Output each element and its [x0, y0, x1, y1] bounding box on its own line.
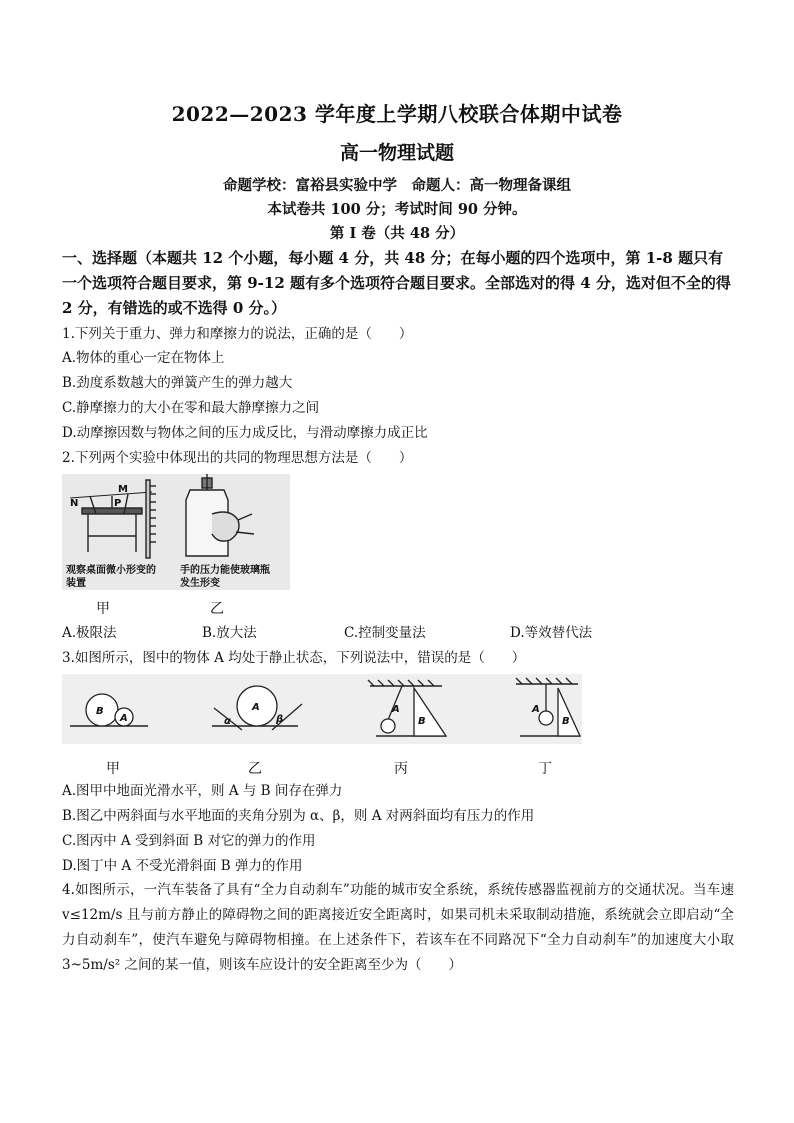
q2-label-yi: 乙: [210, 601, 224, 617]
section-instructions: 一、选择题（本题共 12 个小题，每小题 4 分，共 48 分；在每小题的四个选项中，第 1-8 题只有一个选项符合题目要求，第 9-12 题有多个选项符合题目要求。全部选对的得 4 分，选对但不全的得 2 分，有错选的或不选得 0 分。）: [62, 249, 731, 317]
q2-fig-b-caption: 手的压力能使玻璃瓶发生形变: [180, 565, 270, 589]
question-3-option-a: A.图甲中地面光滑水平，则 A 与 B 间存在弹力: [62, 783, 343, 799]
q3-bing-letter-a: A: [392, 704, 400, 715]
question-1-option-d: D.动摩擦因数与物体之间的压力成反比，与滑动摩擦力成正比: [62, 425, 428, 441]
q2-letter-p: P: [114, 498, 122, 509]
question-2-stem: 2.下列两个实验中体现出的共同的物理思想方法是（ ）: [62, 450, 413, 466]
q3-label-jia: 甲: [106, 761, 120, 777]
q2-letter-m: M: [118, 484, 128, 495]
question-3-figure: [62, 674, 582, 744]
question-1-option-b: B.劲度系数越大的弹簧产生的弹力越大: [62, 375, 293, 391]
q3-yi-alpha: α: [224, 716, 231, 727]
question-3-option-b: B.图乙中两斜面与水平地面的夹角分别为 α、β，则 A 对两斜面均有压力的作用: [62, 808, 535, 824]
question-1-option-a: A.物体的重心一定在物体上: [62, 350, 225, 366]
question-2-option-a: A.极限法: [62, 625, 117, 641]
exam-info: 本试卷共 100 分；考试时间 90 分钟。: [267, 201, 527, 218]
q3-jia-letter-a: A: [120, 713, 128, 724]
q2-label-jia: 甲: [96, 601, 110, 617]
exam-title: 2022—2023 学年度上学期八校联合体期中试卷: [171, 102, 623, 126]
author-line: 命题学校：富裕县实验中学 命题人：高一物理备课组: [223, 177, 571, 194]
q2-fig-a-caption: 观察桌面微小形变的装置: [66, 565, 156, 589]
question-3-option-c: C.图丙中 A 受到斜面 B 对它的弹力的作用: [62, 833, 316, 849]
q3-bing-letter-b: B: [418, 716, 426, 727]
q3-ding-letter-a: A: [532, 704, 540, 715]
question-1-option-c: C.静摩擦力的大小在零和最大静摩擦力之间: [62, 400, 320, 416]
question-2-option-c: C.控制变量法: [344, 625, 426, 641]
question-4-stem: 4.如图所示，一汽车装备了具有“全力自动刹车”功能的城市安全系统，系统传感器监视前方的交通状况。当车速 v≤12m/s 且与前方静止的障碍物之间的距离接近安全距离时，如果司机未采取制动措施，系统就会立即启动“全力自动刹车”，使汽车避免与障碍物相撞。在上述条件下，若该车在不同路况下“全力自动刹车”的加速度大小取 3~5m/s² 之间的某一值，则该车应设计的安全距离至少为（ ）: [62, 882, 734, 973]
question-2-option-b: B.放大法: [202, 625, 257, 641]
q3-yi-beta: β: [276, 714, 284, 725]
question-2-option-d: D.等效替代法: [510, 625, 593, 641]
question-2-figure: [62, 474, 290, 590]
q3-force-diagrams: [62, 674, 582, 744]
question-1-stem: 1.下列关于重力、弹力和摩擦力的说法，正确的是（ ）: [62, 326, 413, 342]
q3-yi-letter-a: A: [252, 702, 260, 713]
question-3-option-d: D.图丁中 A 不受光滑斜面 B 弹力的作用: [62, 858, 303, 874]
subject-title: 高一物理试题: [339, 142, 454, 164]
volume-heading: 第 I 卷（共 48 分）: [329, 225, 465, 242]
q3-label-bing: 丙: [394, 761, 408, 777]
q3-ding-letter-b: B: [562, 716, 570, 727]
question-3-stem: 3.如图所示，图中的物体 A 均处于静止状态，下列说法中，错误的是（ ）: [62, 650, 526, 666]
q3-label-yi: 乙: [248, 761, 262, 777]
q3-label-ding: 丁: [538, 761, 552, 777]
q3-jia-letter-b: B: [96, 706, 104, 717]
q2-letter-n: N: [70, 498, 79, 509]
